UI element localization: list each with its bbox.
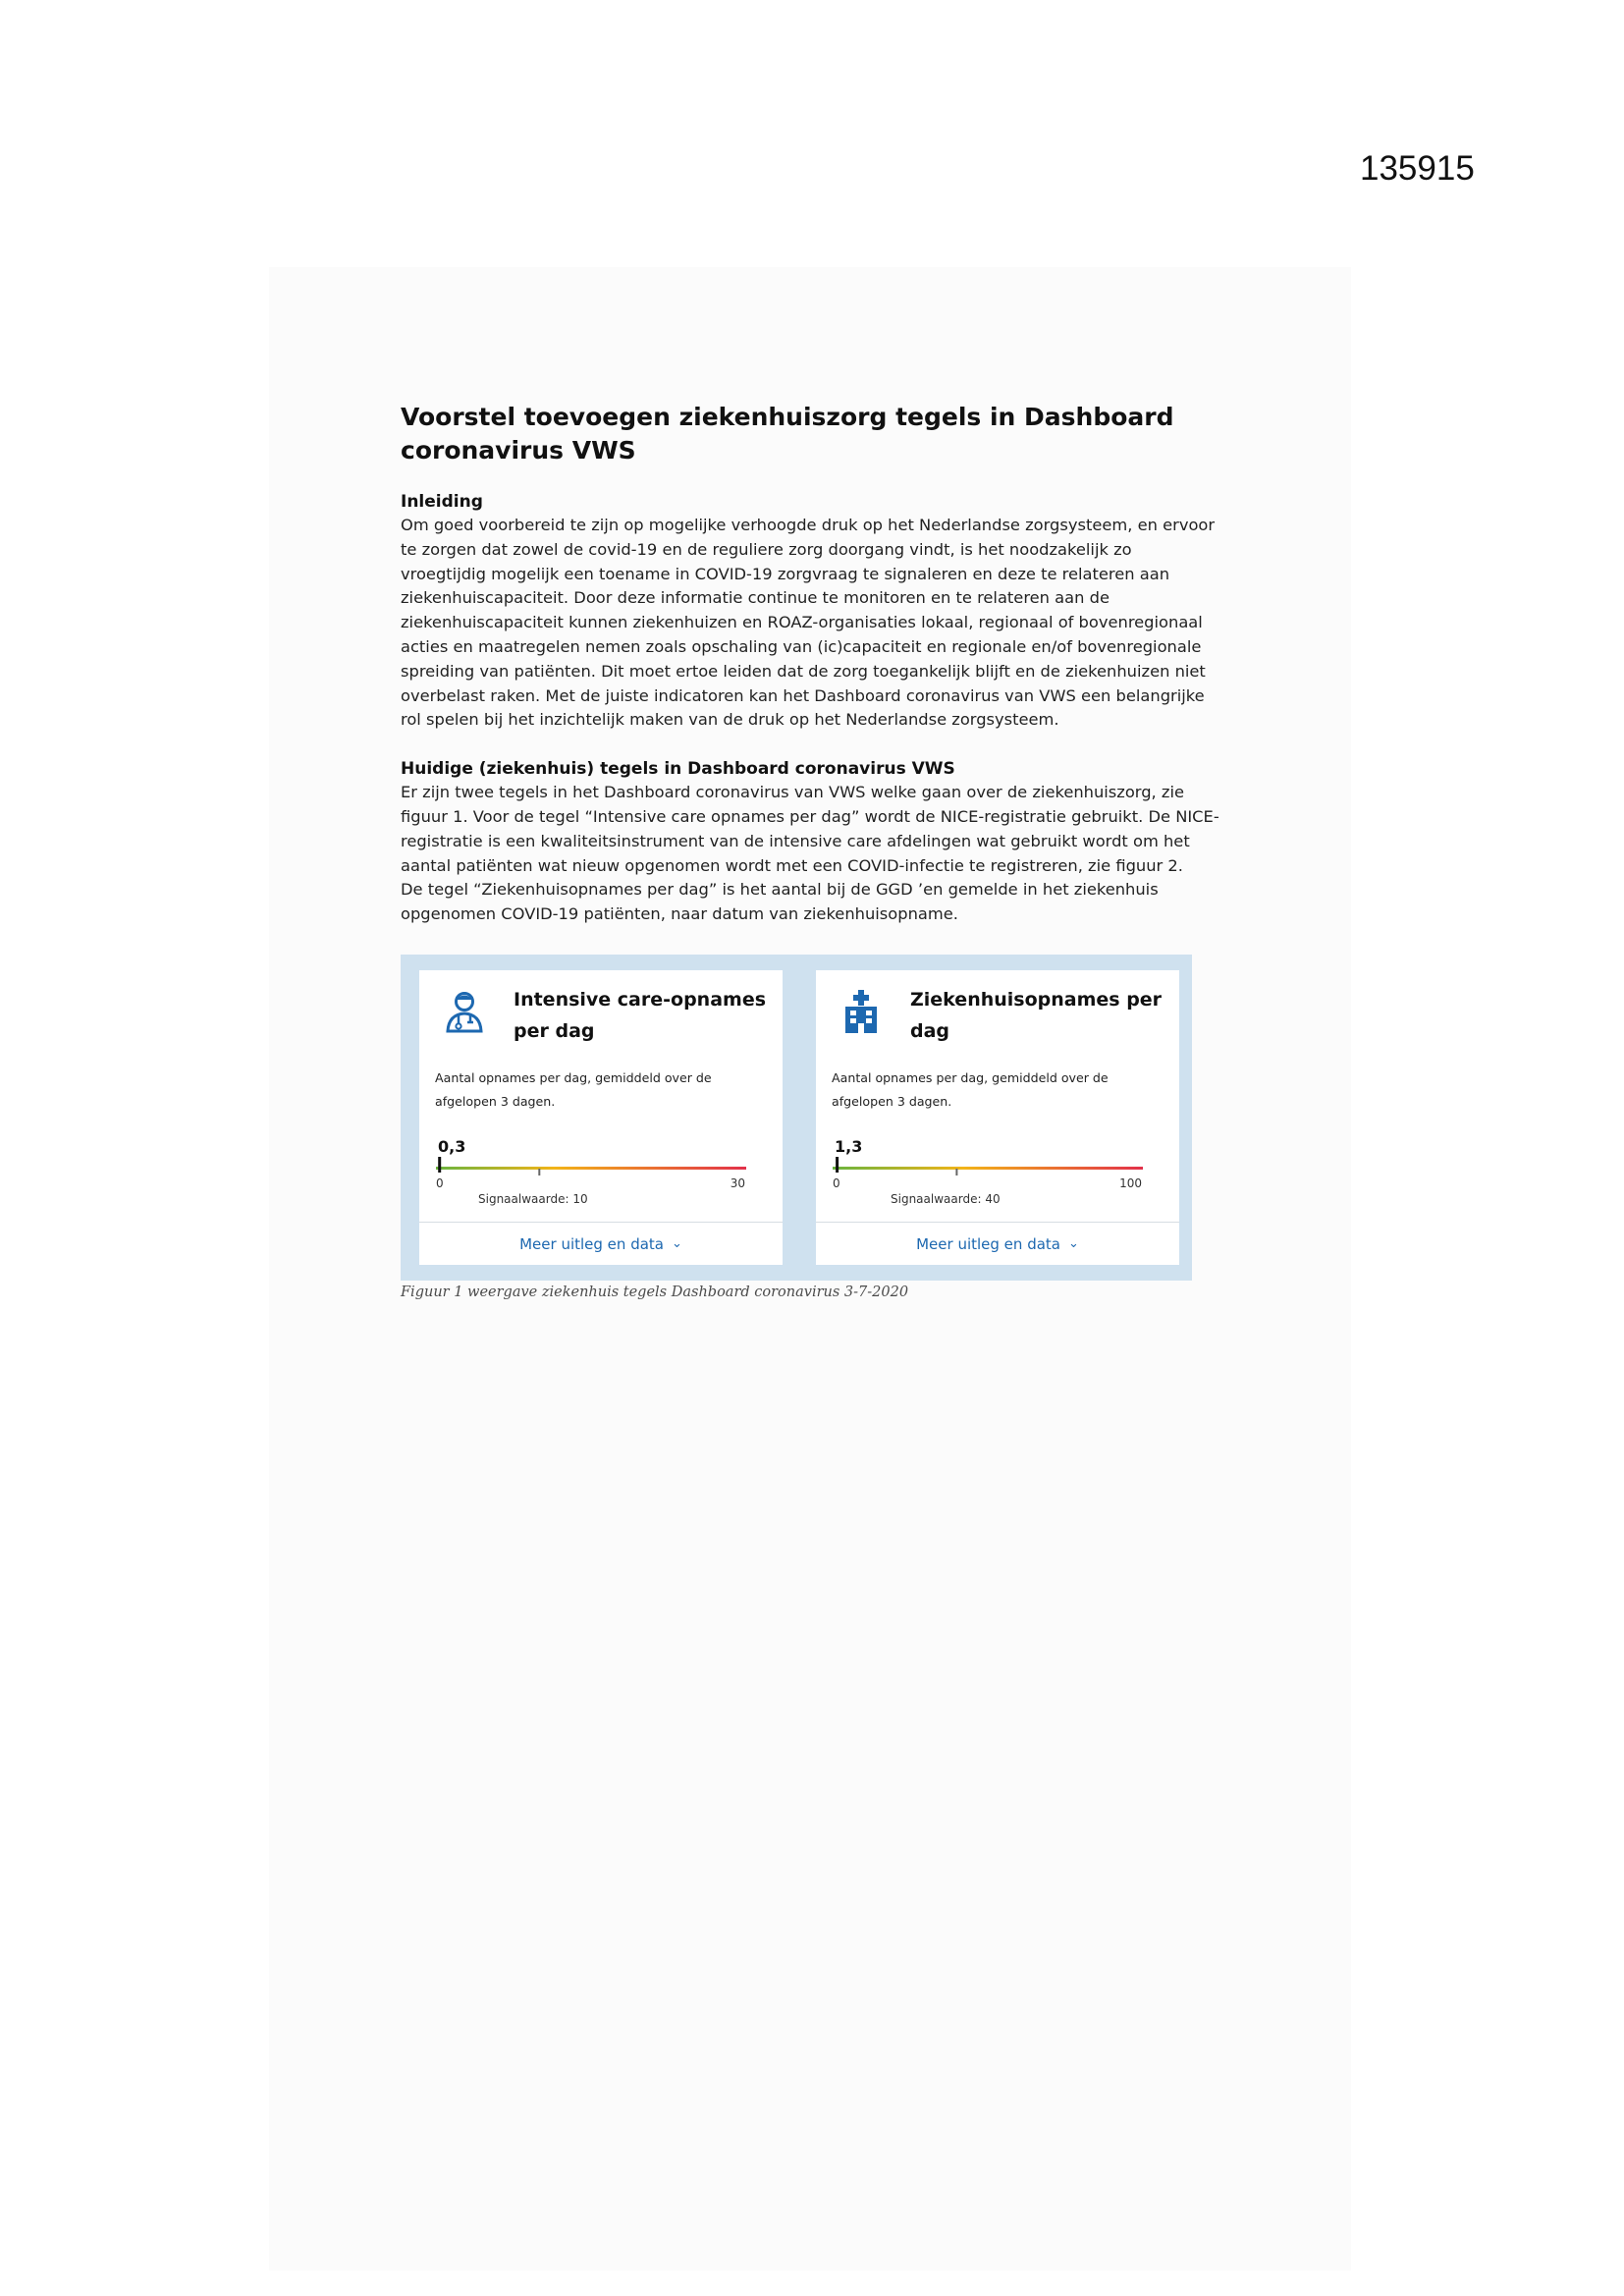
- tile-title-line: per dag: [514, 1020, 595, 1042]
- document-title: Voorstel toevoegen ziekenhuiszorg tegels in Dashboard coronavirus VWS: [401, 403, 1174, 465]
- figure-caption: Figuur 1 weergave ziekenhuis tegels Dashboard coronavirus 3-7-2020: [401, 1285, 909, 1300]
- section-introduction: [401, 491, 1235, 733]
- paragraph-line: te zorgen dat zowel de covid-19 en de reguliere zorg doorgang vindt, is het noodzakelijk zo: [401, 539, 1132, 559]
- paragraph-line: aantal patiënten wat nieuw opgenomen wordt met een COVID-infectie te registreren, zie figuur 2.: [401, 855, 1183, 875]
- section-heading: Inleiding: [401, 492, 483, 512]
- section-current-tiles: [401, 758, 1235, 927]
- paragraph-line: rol spelen bij het inzichtelijk maken van de druk op het Nederlandse zorgsysteem.: [401, 710, 1059, 730]
- paragraph-line: vroegtijdig mogelijk een toename in COVID-19 zorgvraag te signaleren en deze te relateren aan: [401, 564, 1170, 583]
- chevron-down-icon: ⌄: [1067, 1236, 1079, 1251]
- gauge-value-marker: [836, 1157, 839, 1173]
- tile-description-line: afgelopen 3 dagen.: [832, 1094, 952, 1109]
- tile-title: [514, 984, 769, 1047]
- gauge-signal-marker: [955, 1169, 957, 1175]
- gauge-svg: [832, 1157, 1146, 1178]
- tile-value: 1,3: [835, 1137, 863, 1156]
- gauge-max-label: 100: [1119, 1176, 1142, 1190]
- gauge-bar: [436, 1167, 746, 1170]
- tile-intensive-care: [419, 970, 783, 1265]
- hospital-icon: [841, 990, 881, 1033]
- document-body: [401, 401, 1235, 953]
- gauge: [832, 1157, 1165, 1216]
- gauge-svg: [435, 1157, 749, 1178]
- tile-title-line: Intensive care-opnames: [514, 989, 767, 1011]
- more-info-link[interactable]: [816, 1222, 1179, 1265]
- gauge-bar: [833, 1167, 1143, 1170]
- tile-title-line: dag: [910, 1020, 950, 1042]
- tile-description: [832, 1066, 1146, 1114]
- gauge-signal-label: Signaalwaarde: 40: [891, 1192, 1001, 1206]
- more-info-link[interactable]: [419, 1222, 783, 1265]
- figure-dashboard-tiles: [401, 955, 1192, 1281]
- chevron-down-icon: ⌄: [671, 1236, 682, 1251]
- tile-value: 0,3: [438, 1137, 466, 1156]
- paragraph-line: Er zijn twee tegels in het Dashboard coronavirus van VWS welke gaan over de ziekenhuiszorg, zie: [401, 783, 1184, 802]
- tile-description-line: Aantal opnames per dag, gemiddeld over de: [435, 1070, 712, 1085]
- gauge: [435, 1157, 769, 1216]
- gauge-signal-marker: [538, 1169, 540, 1175]
- paragraph-line: acties en maatregelen nemen zoals opschaling van (ic)capaciteit en regionale en/of bovenregionale: [401, 636, 1202, 656]
- tile-hospital-admissions: [816, 970, 1179, 1265]
- tile-description-line: Aantal opnames per dag, gemiddeld over de: [832, 1070, 1109, 1085]
- tile-description-line: afgelopen 3 dagen.: [435, 1094, 556, 1109]
- paragraph-line: ziekenhuiscapaciteit. Door deze informatie continue te monitoren en te relateren aan de: [401, 588, 1110, 608]
- more-info-label: Meer uitleg en data: [519, 1234, 664, 1253]
- gauge-max-label: 30: [730, 1176, 745, 1190]
- paragraph-line: overbelast raken. Met de juiste indicatoren kan het Dashboard coronavirus van VWS een belangrijke: [401, 685, 1205, 705]
- document-number: 135915: [1360, 149, 1475, 188]
- paragraph-line: registratie is een kwaliteitsinstrument van de intensive care afdelingen wat gebruikt wordt om het: [401, 831, 1190, 850]
- tile-title: [910, 984, 1165, 1047]
- paragraph-line: Om goed voorbereid te zijn op mogelijke verhoogde druk op het Nederlandse zorgsysteem, en ervoor: [401, 516, 1216, 534]
- gauge-signal-label: Signaalwaarde: 10: [478, 1192, 588, 1206]
- paragraph-line: De tegel “Ziekenhuisopnames per dag” is het aantal bij de GGD ’en gemelde in het ziekenhuis: [401, 880, 1159, 900]
- gauge-min-label: 0: [833, 1176, 840, 1190]
- paragraph-line: spreiding van patiënten. Dit moet ertoe leiden dat de zorg toegankelijk blijft en de ziekenhuizen niet: [401, 661, 1206, 681]
- more-info-label: Meer uitleg en data: [916, 1234, 1060, 1253]
- gauge-value-marker: [438, 1157, 441, 1173]
- doctor-icon: [445, 990, 484, 1033]
- section-heading: Huidige (ziekenhuis) tegels in Dashboard coronavirus VWS: [401, 759, 955, 780]
- paragraph-line: opgenomen COVID-19 patiënten, naar datum van ziekenhuisopname.: [401, 904, 958, 924]
- tile-title-line: Ziekenhuisopnames per: [910, 989, 1163, 1011]
- paragraph-line: ziekenhuiscapaciteit kunnen ziekenhuizen en ROAZ-organisaties lokaal, regionaal of bovenregionaal: [401, 613, 1203, 632]
- paragraph-line: figuur 1. Voor de tegel “Intensive care opnames per dag” wordt de NICE-registratie gebruikt. De NICE-: [401, 806, 1219, 826]
- tile-description: [435, 1066, 749, 1114]
- gauge-min-label: 0: [436, 1176, 444, 1190]
